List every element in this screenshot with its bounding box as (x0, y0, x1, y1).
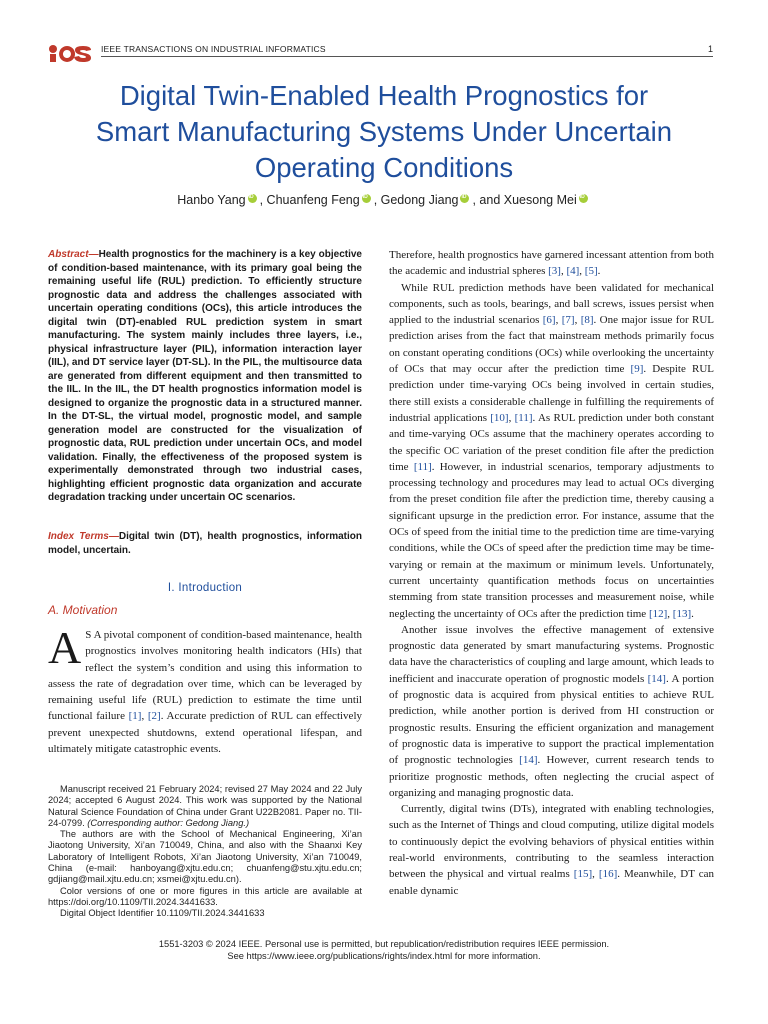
citation-link[interactable]: [15] (573, 868, 593, 881)
citation-link[interactable]: [2] (147, 710, 161, 723)
right-column (389, 247, 714, 899)
paragraph: While RUL prediction methods have been validated for mechanical components, such as tools, bearings, and ball screws, issues persist when applied to the industrial scenarios [6], [7], [8]. One major issue for RUL prediction arises from the fact that mainstream methods primarily focus on constant operating conditions (OCs) while overlooking the uncertainty of OCs that may occur after the prediction time [9]. Despite RUL prediction under time-varying OCs being involved in certain studies, there still exists a considerable challenge in fulfilling the requirements of industrial applications [10], [11]. As RUL prediction under both constant and time-varying OCs assume that the machinery operates according to the specific OC variation of the preset condition file after the prediction time [11]. However, in industrial scenarios, temporary adjustments to processing technology and procedures may lead to actual OCs diverging from the preset condition file after the prediction time, thereby causing a significant upsurge in the prediction error. For instance, assume that the OCs of speed from the initial time to the prediction time are time-varying conditions, while the OCs of speed after the prediction time may be time-varying or remain at the maximum or minimum levels. Unfortunately, current uncertainty quantification methods focus on uncertainties stemming from state transition processes and measurement noise, while neglecting the uncertainty of OCs after the prediction time [12], [13]. (389, 281, 715, 620)
citation-link[interactable]: [9] (630, 363, 644, 376)
author-name: Hanbo Yang (177, 193, 246, 207)
title-line-2: Smart Manufacturing Systems Under Uncertain (95, 116, 673, 147)
orcid-icon[interactable] (248, 194, 257, 203)
title-line-3: Operating Conditions (254, 152, 514, 183)
author-name: , Gedong Jiang (373, 193, 459, 207)
citation-link[interactable]: [4] (566, 265, 580, 278)
copyright-notice (40, 938, 728, 962)
header-rule (101, 56, 713, 57)
svg-text:ies: ies (47, 40, 49, 41)
orcid-icon[interactable] (579, 194, 588, 203)
footnote-doi: Digital Object Identifier 10.1109/TII.2024.3441633 (60, 908, 265, 919)
running-header (47, 38, 713, 62)
index-terms (48, 530, 362, 557)
paragraph: Therefore, health prognostics have garnered incessant attention from both the academic and industrial spheres [3], [4], [5]. (389, 249, 714, 278)
citation-link[interactable]: [12] (648, 607, 668, 620)
citation-link[interactable]: [3] (548, 265, 561, 278)
body-text: , (141, 710, 148, 723)
section-heading: I. Introduction (167, 582, 243, 594)
citation-link[interactable]: [13] (672, 607, 692, 620)
footnote-affiliation: The authors are with the School of Mechanical Engineering, Xi’an Jiaotong University, Xi’an 710049, China, and also with the Shaanxi Key Laboratory of Intelligent Robots, Xi’an Jiaotong University, Xi’an 710049, China (e-mail: hanboyang@xjtu.edu.cn; chuanfeng@stu.xjtu.edu.cn; gdjiang@mail.xjtu.edu.cn; xsmei@xjtu.edu.cn). (48, 829, 362, 885)
author-name: , Chuanfeng Feng (259, 193, 360, 207)
footnote-color: Color versions of one or more figures in this article are available at https://doi.org/10.1109/TII.2024.3441633. (48, 885, 362, 907)
footnote-manuscript: Manuscript received 21 February 2024; revised 27 May 2024 and 22 July 2024; accepted 6 August 2024. This work was supported by the National Natural Science Foundation of China under Grant U22B2081. Paper no. TII-24-0799. (Corresponding author: Gedong Jiang.) (48, 784, 362, 828)
abstract-label: Abstract— (48, 249, 99, 260)
author-name: , and Xuesong Mei (472, 193, 577, 207)
index-terms-label: Index Terms— (48, 531, 119, 542)
paragraph: Currently, digital twins (DTs), integrated with enabling technologies, such as the Internet of Things and cloud computing, utilize digital models to continuously depict the evolving behaviors of physical entities within real-world environments, contributing to the seamless interaction between the physical and virtual realms [15], [16]. Meanwhile, DT can enable dynamic (389, 803, 715, 897)
citation-link[interactable]: [5] (584, 265, 598, 278)
abstract (48, 248, 362, 505)
drop-cap: A (48, 622, 82, 673)
citation-link[interactable]: [8] (580, 314, 594, 327)
citation-link[interactable]: [7] (561, 314, 575, 327)
paragraph: Another issue involves the effective management of extensive prognostic data generated by smart manufacturing systems. Prognostic data have the characteristics of coupling and large amount, which leads to inefficient and inaccurate operation of prognostic models [14]. A portion of prognostic data is acquired from physical entities to achieve RUL prediction, while another portion is derived from HI construction or prognostic results. Ensuring the efficient organization and management of prognostic data is imperative to support the practical implementation of prognostic technologies [14]. However, current research tends to prioritize prognostic methods, often neglecting the crucial aspect of organizing and managing prognostic data. (389, 623, 714, 799)
citation-link[interactable]: [16] (598, 868, 618, 881)
orcid-icon[interactable] (362, 194, 371, 203)
orcid-icon[interactable] (460, 194, 469, 203)
index-terms-text: Digital twin (DT), health prognostics, information model, uncertain. (48, 531, 362, 556)
paper-title (40, 78, 728, 186)
citation-link[interactable]: [14] (647, 672, 666, 685)
citation-link[interactable]: [11] (514, 411, 533, 424)
citation-link[interactable]: [6] (542, 314, 556, 327)
citation-link[interactable]: [10] (490, 411, 509, 424)
journal-name: IEEE TRANSACTIONS ON INDUSTRIAL INFORMATICS (101, 44, 326, 54)
title-line-1: Digital Twin-Enabled Health Prognostics for (119, 80, 649, 111)
ies-logo (47, 40, 93, 62)
body-text: . Accurate prediction of RUL can effectively prevent unexpected shutdowns, extend operational lifespan, and ultimately mitigate catastrophic events. (48, 710, 362, 756)
page-number: 1 (707, 44, 713, 54)
intro-paragraph (48, 622, 362, 757)
citation-link[interactable]: [1] (128, 710, 142, 723)
footnotes (48, 784, 362, 920)
copyright-line-1: 1551-3203 © 2024 IEEE. Personal use is permitted, but republication/redistribution requires IEEE permission. (158, 939, 610, 949)
citation-link[interactable]: [14] (519, 754, 538, 767)
citation-link[interactable]: [11] (413, 460, 432, 473)
subsection-heading: A. Motivation (48, 603, 118, 617)
body-text: S A pivotal component of condition-based maintenance, health prognostics involves monitoring health indicators (HIs) that reflect the system’s condition and using this information to assess the rate of degradation over time, which can be leveraged by remaining useful life (RUL) prediction to estimate the time until functional failure (48, 629, 362, 723)
abstract-text: Health prognostics for the machinery is a key objective of condition-based maintenance, with its primary goal being the remaining useful life (RUL) prediction. To efficiently structure prognostic data and address the challenges associated with uncertain operating conditions (OCs), this article introduces the digital twin (DT)-enabled RUL prediction system in smart manufacturing. The system mainly includes three layers, i.e., physical infrastructure layer (PIL), information interaction layer (IIL), and DT service layer (DT-SL). In the PIL, the multisource data are generated from different equipment and then transmitted to the IIL. In the IIL, the DT health prognostics information model is designed to organize the prognostic data in a structured manner. In the DT-SL, the virtual model, prognostic model, and sample generation model are constructed for the visualization of prognostic data, RUL prediction under uncertain OCs, and model validation. Finally, the effectiveness of the proposed system is experimentally demonstrated through two industrial cases, highlighting efficient prognostic data organization and accurate degradation tracking under uncertain OC scenarios. (48, 249, 362, 503)
author-list (40, 193, 728, 207)
copyright-line-2[interactable]: See https://www.ieee.org/publications/rights/index.html for more information. (227, 951, 541, 961)
